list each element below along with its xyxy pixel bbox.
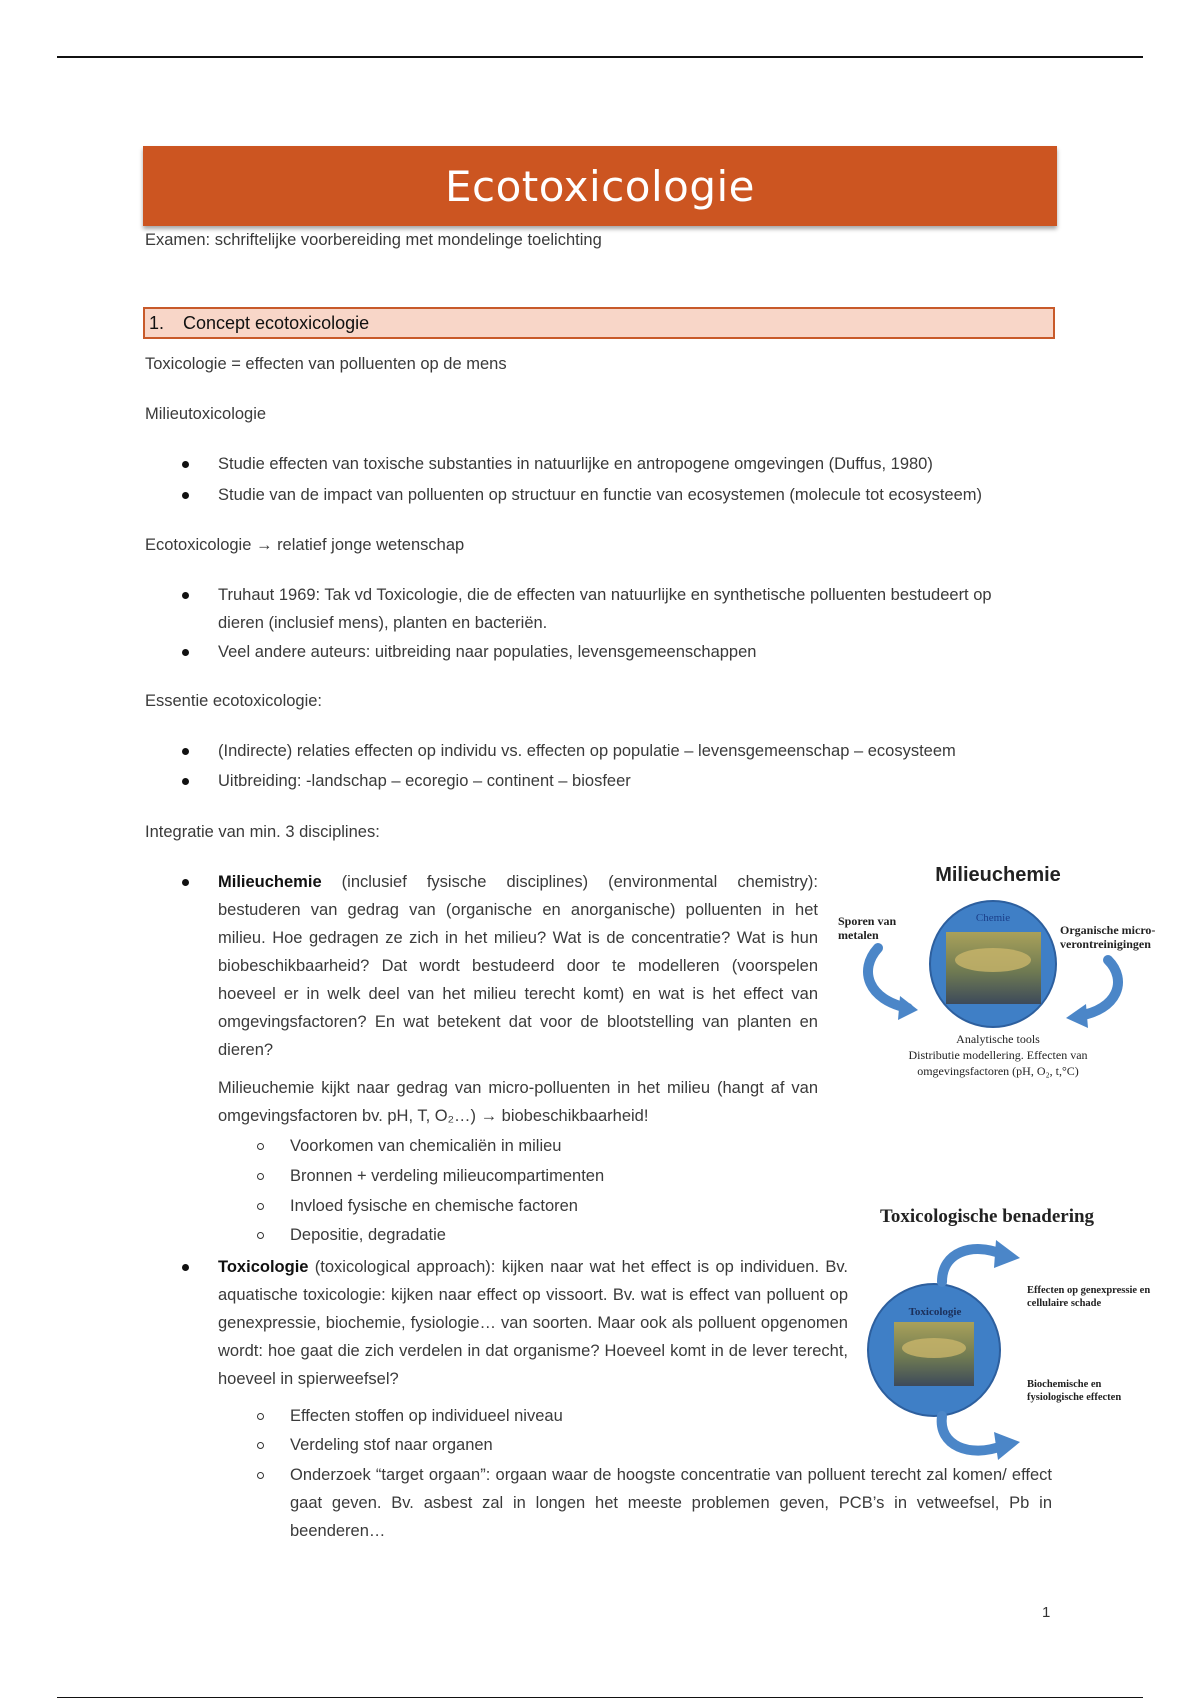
caption-line: Analytische tools [956, 1032, 1040, 1046]
header-rule [57, 56, 1143, 58]
caption-line: omgevingsfactoren (pH, O₂, t,°C) [917, 1064, 1079, 1078]
milieuchemie-extra: Milieuchemie kijkt naar gedrag van micro-polluenten in het milieu (hangt af van omgevingsfactoren bv. pH, T, O₂…) → biobeschikbaarheid! [218, 1079, 818, 1125]
bullet-icon [182, 649, 189, 656]
organische-label: Organische micro-verontreinigingen [1060, 923, 1156, 951]
toxicologie-definition: Toxicologie = effecten van polluenten op de mens [145, 355, 507, 373]
bullet-icon [182, 748, 189, 755]
milieuchemie-figure [838, 860, 1168, 1090]
list-item [218, 450, 1078, 478]
list-item [218, 767, 1018, 795]
biochemische-label: Biochemische en fysiologische effecten [1027, 1379, 1122, 1403]
circle-bullet-icon [257, 1413, 264, 1420]
list-item-text: Invloed fysische en chemische factoren [290, 1197, 578, 1215]
sporen-label: Sporen van metalen [838, 914, 897, 942]
milieuchemie-body: (inclusief fysische disciplines) (environmental chemistry): bestuderen van gedrag van (organische en anorganische) polluenten in het milieu. Hoe gedragen ze zich in het milieu? Wat is de concentratie? Wat is hun biobeschikbaarheid? Dat wordt bestudeerd door te modelleren (voorspelen hoeveel er in welk deel van het milieu terecht komt) en wat is het effect van omgevingsfactoren? En wat betekent dat voor de blootstelling van planten en dieren? [218, 873, 818, 1059]
bottom-arrow-icon [942, 1416, 1002, 1451]
milieuchemie-caption [878, 1031, 1118, 1079]
bullet-icon [182, 879, 189, 886]
toxicologie-figure-title: Toxicologische benadering [879, 1206, 1095, 1227]
page-number: 1 [1042, 1604, 1051, 1621]
essentie-label: Essentie ecotoxicologie: [145, 692, 323, 710]
toxicologie-center-label: Toxicologie [908, 1306, 962, 1318]
page-title: Ecotoxicologie [444, 161, 756, 211]
circle-bullet-icon [257, 1203, 264, 1210]
list-item [290, 1132, 810, 1160]
toxicologie-term: Toxicologie [218, 1258, 309, 1276]
milieuchemie-paragraph [218, 868, 818, 1064]
section-title: Concept ecotoxicologie [183, 313, 370, 333]
section-heading [143, 307, 1055, 339]
milieutox-label: Milieutoxicologie [145, 405, 267, 423]
list-item [290, 1192, 810, 1220]
ecotox-label: Ecotoxicologie → relatief jonge wetenschap [145, 536, 465, 554]
list-item-text: Studie effecten van toxische substanties in natuurlijke en antropogene omgevingen (Duffus, 1980) [218, 455, 933, 473]
integratie-label: Integratie van min. 3 disciplines: [145, 823, 380, 841]
list-item-text: Onderzoek “target orgaan”: orgaan waar de hoogste concentratie van polluent terecht zal komen/ effect gaat geven. Bv. asbest zal in longen het meeste problemen geven, PCB’s in vetweefsel, Pb in beenderen… [290, 1466, 1052, 1540]
circle-bullet-icon [257, 1143, 264, 1150]
section-number: 1. [149, 313, 165, 333]
toxicologie-paragraph [218, 1253, 848, 1393]
circle-bullet-icon [257, 1442, 264, 1449]
list-item-text: Depositie, degradatie [290, 1226, 446, 1244]
toxicologie-figure [862, 1202, 1180, 1472]
toxicologie-diagram [862, 1202, 1180, 1472]
caption-line: Distributie modellering. Effecten van [908, 1048, 1088, 1062]
list-item-text: Uitbreiding: -landschap – ecoregio – continent – biosfeer [218, 772, 631, 790]
list-item-text: Veel andere auteurs: uitbreiding naar populaties, levensgemeenschappen [218, 643, 757, 661]
milieuchemie-figure-title: Milieuchemie [935, 864, 1061, 886]
circle-bullet-icon [257, 1472, 264, 1479]
bullet-icon [182, 592, 189, 599]
bullet-icon [182, 461, 189, 468]
title-banner [143, 146, 1057, 226]
list-item-text: Verdeling stof naar organen [290, 1436, 493, 1454]
top-arrow-icon [942, 1249, 1002, 1282]
bullet-icon [182, 778, 189, 785]
genexpressie-label: Effecten op genexpressie en cellulaire schade [1027, 1285, 1151, 1309]
circle-bullet-icon [257, 1173, 264, 1180]
list-item [290, 1221, 810, 1249]
list-item [218, 638, 1018, 666]
milieuchemie-term: Milieuchemie [218, 873, 322, 891]
list-item [218, 581, 1008, 637]
list-item-text: Bronnen + verdeling milieucompartimenten [290, 1167, 605, 1185]
footer-rule [57, 1697, 1143, 1698]
list-item-text: Voorkomen van chemicaliën in milieu [290, 1137, 562, 1155]
list-item [290, 1461, 1052, 1545]
toxicologie-body: (toxicological approach): kijken naar wat het effect is op individuen. Bv. aquatische toxicologie: kijken naar effect op vissoort. Bv. wat is effect van polluent op genexpressie, biochemie, fysiologie… van soorten. Maar ook als polluent opgenomen wordt: hoe gaat die zich verdelen in dat organisme? Hoeveel komt in de lever terecht, hoeveel in spierweefsel? [218, 1258, 848, 1388]
bullet-icon [182, 1264, 189, 1271]
exam-subtitle: Examen: schriftelijke voorbereiding met mondelinge toelichting [145, 231, 602, 249]
list-item-text: Studie van de impact van polluenten op structuur en functie van ecosystemen (molecule tot ecosysteem) [218, 486, 982, 504]
list-item [218, 481, 1098, 509]
list-item-text: Truhaut 1969: Tak vd Toxicologie, die de effecten van natuurlijke en synthetische polluenten bestudeert op dieren (inclusief mens), planten en bacteriën. [218, 586, 992, 632]
list-item [290, 1162, 810, 1190]
chemie-label: Chemie [975, 912, 1011, 924]
circle-bullet-icon [257, 1232, 264, 1239]
bullet-icon [182, 492, 189, 499]
list-item-text: Effecten stoffen op individueel niveau [290, 1407, 563, 1425]
list-item-text: (Indirecte) relaties effecten op individu vs. effecten op populatie – levensgemeenschap – ecosysteem [218, 742, 956, 760]
list-item [218, 737, 1098, 765]
